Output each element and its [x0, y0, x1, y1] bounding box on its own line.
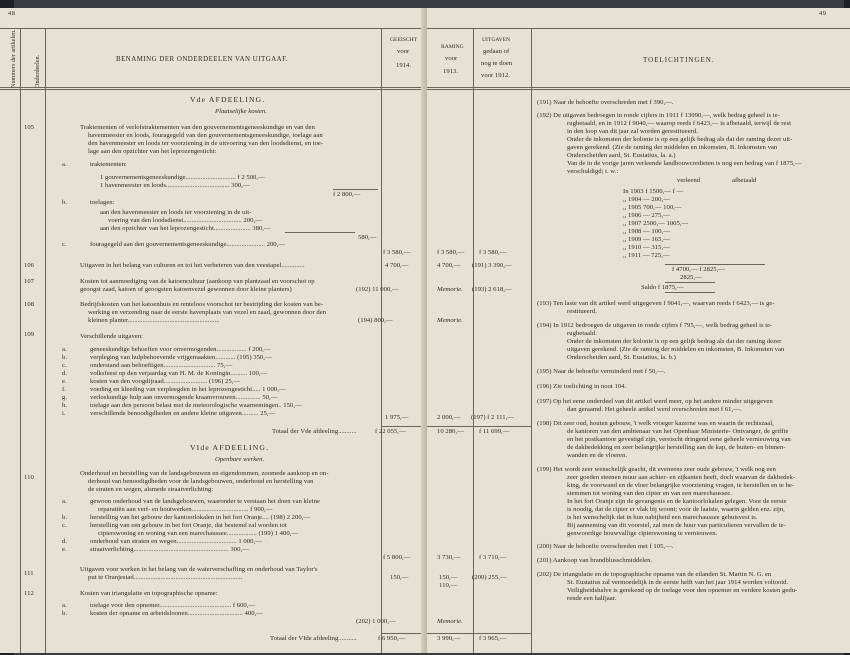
right-lines-text: 10 280,—: [437, 428, 464, 435]
right-lines-text: in den loop van dit jaar zal worden gerestitueerd.: [567, 128, 698, 135]
right-lines-text: rende een halfjaar.: [567, 595, 617, 602]
right-lines-text: f 3 580,—: [479, 249, 507, 256]
left-lines-text: Kosten tot aanmoediging van de katoencultuur (aankoop van plantzaad en voorschot op: [80, 278, 315, 285]
right-lines-text: Bij aanneming van dit voorstel, zal men de huur van particulieren vervallen de te-: [567, 522, 786, 529]
left-lines-text: Openbare werken.: [215, 456, 265, 463]
left-lines-text: 112: [24, 590, 34, 597]
right-lines-text: Onderscheiden aard, St. Eustatius, la. a.): [567, 152, 676, 159]
left-lines-text: e.: [62, 546, 67, 553]
left-lines-text: gewoon onderhoud van de landsgebouwen, waaronder te verstaan het doen van kleine: [90, 498, 320, 505]
left-lines-text: 111: [24, 570, 34, 577]
right-lines-text: Onderscheiden aard, St. Eustatius, la. b.): [567, 354, 676, 361]
left-lines-text: 109: [24, 331, 35, 338]
right-lines-text: f 3 710,—: [479, 554, 507, 561]
left-lines-text: d.: [62, 370, 68, 377]
sum-rule-right-vi: [427, 633, 531, 634]
left-lines-text: Totaal der VIde afdeeling...........: [270, 635, 357, 642]
left-lines-text: de straten en wegen, alsmede straatverlichting:: [88, 486, 214, 493]
right-lines-text: ,, 1904 — 200,—: [623, 196, 670, 203]
right-page-number: 49: [819, 10, 827, 17]
header-estimate-1: RAMING: [441, 44, 464, 50]
left-lines-text: 108: [24, 301, 35, 308]
right-lines-text: Memorie.: [437, 286, 463, 293]
left-lines-text: c.: [62, 362, 67, 369]
left-lines-text: b.: [62, 514, 68, 521]
left-lines-text: toelagen:: [90, 199, 115, 206]
col-rule-1: [20, 28, 21, 653]
right-lines-text: en het postkantoor gevestigd zijn, vereischt dringend eene geheele vernieuwing van: [567, 436, 791, 443]
right-lines-text: (197) f 2 111,—: [471, 414, 514, 421]
left-lines-text: toelage aan den persoon belast met de meteorologische waarnemingen.. 150,—: [90, 402, 302, 409]
header-notes: TOELICHTINGEN.: [643, 56, 715, 64]
right-lines-text: (197) Op het eene onderdeel van dit artikel werd meer, op het andere minder uitgegeven: [537, 398, 773, 405]
right-lines-text: (194) In 1912 bedroegen de uitgaven in ronde cijfers f 795,—, welk bedrag geheel is te-: [537, 322, 773, 329]
header-estimate-2: voor: [445, 55, 458, 62]
left-lines-text: geneeskundige behoeften voor onvermogenden.................. f 200,—: [90, 346, 271, 353]
right-lines-text: ,, 1910 — 315,—: [623, 244, 670, 251]
left-lines-text: herstelling van een gebouw in het fort Oranje, dat bestemd zal worden tot: [90, 522, 287, 529]
left-lines-text: 4 700,—: [385, 262, 409, 269]
right-lines-text: wanden en de vloeren.: [567, 452, 628, 459]
rule-header-right-2: [427, 89, 850, 90]
rule-header: [0, 87, 427, 88]
left-lines-text: Vde AFDEELING.: [190, 95, 266, 104]
right-lines-text: is het wenschelijk dat in hun nabijheid een marechaussee gehuisvest is.: [567, 514, 758, 521]
left-lines-text: i.: [62, 410, 66, 417]
right-lines-text: restitueerd.: [567, 308, 597, 315]
left-lines-text: derhoud van benoodigdheden voor de landsgebouwen, onderhoud en herstelling van: [88, 478, 314, 485]
right-lines-text: 2825,—: [680, 274, 702, 281]
right-lines-text: 3 730,—: [437, 554, 461, 561]
left-lines-text: kleinen planter.......................................................: [88, 317, 220, 324]
left-lines-text: Totaal der Vde afdeeling...........: [272, 428, 357, 435]
left-lines-text: lage aan den opzichter van het leprozengesticht:: [88, 148, 217, 155]
left-lines-text: kosten van den voogdijraad.......................... (196) 25,—: [90, 378, 241, 385]
right-lines-text: 110,—: [439, 582, 458, 589]
left-lines-text: Onderhoud en herstelling van de landsgebouwen en eigendommen, zoomede aankoop en on-: [80, 470, 329, 477]
left-lines-text: b.: [62, 199, 68, 206]
left-lines-text: aan den havenmeester en loods ter voorziening in de uit-: [100, 209, 252, 216]
right-lines-text: (193) 2 618,—: [472, 286, 512, 293]
right-lines-text: (199) Het wordt zeer wenschelijk geacht, dit eveneens zeer oude gebouw, 't welk nog een: [537, 466, 776, 473]
right-lines-text: In het fort Oranje zijn de gevangenis en de kantoorlokalen gelegen. Voor de eerste: [567, 498, 787, 505]
right-lines-text: verschuldigd; t. w.:: [567, 168, 619, 175]
left-lines-text: verloskundige hulp aan onvermogende kraamvrouwen............... 50,—: [90, 394, 278, 401]
right-lines-text: f 3 965,—: [479, 635, 507, 642]
right-lines-text: 150,—: [439, 574, 458, 581]
right-lines-text: Memorie.: [437, 317, 463, 324]
right-lines-text: Veiligheidshalve is gerekend op de toelage voor den opnemer en verdere kosten gedu-: [567, 587, 798, 594]
left-lines-text: h.: [62, 402, 68, 409]
left-lines-text: Bedrijfskosten van het katoenhuis en renteloos voorschot ter bestrijding der kosten van be-: [80, 301, 323, 308]
header-granted-1: GEEISCHT: [390, 37, 418, 43]
left-lines-text: f 2 800,—: [333, 191, 361, 198]
header-expenditure-3: nog te doen: [481, 60, 513, 67]
right-lines-text: f 3 580,—: [437, 249, 465, 256]
left-lines-text: onderstand aan behoeftigen............................... 75,—: [90, 362, 233, 369]
right-lines-text: afbetaald: [732, 177, 757, 184]
left-lines-text: verpleging van hulpbehoevende vrijgemaakten............ (195) 350,—: [90, 354, 272, 361]
col-rule-3: [381, 28, 382, 653]
rule-top-right: [427, 28, 850, 29]
header-granted-3: 1914.: [396, 62, 412, 69]
left-lines-text: b.: [62, 610, 68, 617]
right-lines-text: Onder de inkomsten der kolonie is op een gelijk bedrag als dat der raming dezer uit-: [567, 136, 793, 143]
left-lines-text: 150,—: [390, 574, 409, 581]
right-lines-text: (201) Aankoop van brandblusschmiddelen.: [537, 557, 653, 564]
right-lines-text: rugbetaald.: [567, 330, 597, 337]
col-rule-5: [531, 28, 532, 653]
header-expenditure-1: UITGAVEN: [482, 37, 511, 43]
left-lines-text: (194) 800,—: [358, 317, 393, 324]
right-lines-text: de dakbedekking en zeer belangrijke herstelling aan de kap, de buiten- en binnen-: [567, 444, 786, 451]
right-lines-text: f 4700,— f 2825,—: [672, 266, 725, 273]
right-lines-text: (193) Ten laste van dit artikel werd uitgegeven f 9041,—, waarvan reeds f 6423,— is ge-: [537, 300, 775, 307]
right-lines-text: de kantoren van den ambtenaar van het Openbaar Ministerie- Ontvanger, de griffie: [567, 428, 789, 435]
left-lines-text: 580,—: [358, 234, 377, 241]
left-lines-text: f.: [62, 386, 66, 393]
left-lines-text: den havenmeester en loods ter voorziening in de uitvoering van den loodsdienst, en toe-: [88, 140, 324, 147]
sum-rule-right-v: [427, 426, 531, 427]
left-lines-text: 105: [24, 124, 35, 131]
left-lines-text: havenmeester en loods, fouragegeld van den gouvernementsgeneeskundige, toelage aan: [88, 132, 323, 139]
left-lines-text: c.: [62, 241, 67, 248]
credit-rule-1: [665, 264, 765, 265]
right-lines-text: 4 700,—: [437, 262, 461, 269]
left-lines-text: f 3 580,—: [383, 249, 411, 256]
left-lines-text: a.: [62, 161, 67, 168]
right-lines-text: (196) Zie toelichting in noot 104.: [537, 383, 627, 390]
header-name: BENAMING DER ONDERDEELEN VAN UITGAAF.: [116, 56, 289, 63]
right-lines-text: king, de voorwand en de vloer belangrijke voorziening vragen, te herstellen en te be-: [567, 482, 795, 489]
header-expenditure-2: gedaan of: [483, 48, 510, 55]
right-lines-text: ,, 1909 — 165,—: [623, 236, 670, 243]
left-lines-text: kosten der opname en arbeidsloonen................................. 400,—: [90, 610, 263, 617]
header-granted-2: voor: [397, 48, 410, 55]
right-lines-text: f 11 699,—: [479, 428, 510, 435]
left-page: [0, 8, 427, 653]
credit-rule-3: [665, 292, 715, 293]
rule-top: [0, 28, 427, 29]
header-articles: Nummers der artikelen.: [10, 29, 17, 88]
right-lines-text: (202) De triangulatie en de topographische opname van de eilanden St. Martin N. G. en: [537, 571, 772, 578]
left-lines-text: voeding en kleeding van verpleegden in het leprozengesticht..... 1 000,—: [90, 386, 286, 393]
left-lines-text: aan den opzichter van het leprozengesticht...................... 380,—: [100, 225, 271, 232]
left-page-number: 48: [8, 10, 16, 17]
right-lines-text: (198) Dit zeer oud, houten gebouw, 't welk vroeger kazerne was en waarin de rechtszaal,: [537, 420, 774, 427]
left-lines-text: d.: [62, 538, 68, 545]
sum-rule-b: [285, 232, 355, 233]
left-lines-text: (192) 11 000,—: [356, 286, 399, 293]
left-lines-text: Uitgaven in het belang van culturen en tot het verbeteren van den veestapel..............: [80, 262, 305, 269]
left-lines-text: 110: [24, 474, 34, 481]
right-lines-text: uitgaven gerekend. (Zie de raming der middelen en inkomsten, B. Inkomsten van: [567, 346, 785, 353]
header-estimate-3: 1913.: [443, 68, 459, 75]
left-lines-text: f 22 055,—: [375, 428, 406, 435]
left-lines-text: 1 gouvernementsgeneeskundige.............................. f 2 500,—: [100, 174, 265, 181]
right-lines-text: Saldo f 1875,—: [641, 284, 684, 291]
left-lines-text: f 5 800,—: [383, 554, 411, 561]
left-lines-text: a.: [62, 602, 67, 609]
right-lines-text: (195) Naar de behoefte verminderd met f 50,—.: [537, 368, 666, 375]
left-lines-text: 1 975,—: [385, 414, 409, 421]
right-lines-text: (200) 255,—: [472, 574, 507, 581]
left-lines-text: f 6 950,—: [378, 635, 406, 642]
rule-header-right: [427, 87, 850, 88]
left-lines-text: Traktementen of verlofstraktementen van den gouvernementsgeneeskundige en van den: [80, 124, 315, 131]
right-lines-text: Onder de inkomsten der kolonie is op een gelijk bedrag als dat der raming dezer: [567, 338, 782, 345]
col-rule-4: [473, 28, 474, 653]
left-lines-text: g.: [62, 394, 68, 401]
right-lines-text: (192) De uitgaven bedroegen in ronde cijfers in 1911 f 13090,—, welk bedrag geheel is te-: [537, 112, 780, 119]
left-lines-text: b.: [62, 354, 68, 361]
left-lines-text: 106: [24, 262, 35, 269]
right-lines-text: ,, 1907 2500,— 1005,—: [623, 220, 689, 227]
right-lines-text: ,, 1908 — 100,—: [623, 228, 670, 235]
right-lines-text: stemmen tot woning van den cipier en van een marechaussee.: [567, 490, 732, 497]
left-lines-text: toelage voor den opnemer........................................... f 600,—: [90, 602, 256, 609]
left-lines-text: onderhoud van straten en wegen.................................... 1 000,—: [90, 538, 262, 545]
sum-rule-a: [333, 189, 378, 190]
right-lines-text: In 1903 f 1500,— f —: [623, 188, 684, 195]
right-lines-text: Van de in de vorige jaren verleende landbouwcredieten is nog een bedrag van f 1875,—: [567, 160, 802, 167]
header-expenditure-4: voor 1912.: [481, 72, 510, 79]
right-page: [427, 8, 850, 653]
left-lines-text: straatverlichting......................................................... 300,—: [90, 546, 249, 553]
right-lines-text: St. Eustatius zal vermoedelijk in de eerste helft van het jaar 1914 worden voltooid.: [567, 579, 789, 586]
right-lines-text: ,, 1911 — 725,—: [623, 252, 670, 259]
left-lines-text: reparatiën aan verf- en houtwerken.................................. f 900,—: [98, 506, 273, 513]
left-lines-text: VIde AFDEELING.: [190, 443, 270, 452]
right-lines-text: dan geraamd. Het geheele artikel werd overschreden met f 61,—.: [567, 406, 742, 413]
right-lines-text: (191) Naar de behoefte overschreden met f 390,—.: [537, 99, 674, 106]
left-lines-text: 1 havenmeester en loods...................................... 300,—: [100, 182, 250, 189]
right-lines-text: Memorie.: [437, 618, 463, 625]
left-lines-text: cipierswoning en woning van een marechaussee.................. (199) 1 400,—: [98, 530, 299, 537]
header-subdivisions: Onderdeelen.: [34, 54, 41, 88]
right-lines-text: ,, 1906 — 275,—: [623, 212, 670, 219]
left-lines-text: Verschillende uitgaven:: [80, 333, 143, 340]
left-lines-text: verschillende benoodigdheden en andere kleine uitgaven.......... 25,—: [90, 410, 276, 417]
left-lines-text: (202) 1 000,—: [356, 618, 396, 625]
col-rule-2: [45, 28, 46, 653]
right-lines-text: zeer goeden steenen muur aan achter- en zijkanten heeft, doch waarvan de dakbedek-: [567, 474, 796, 481]
left-lines-text: herstelling van het gebouw der kantoorlokalen in het fort Oranje.... (198) 2 200,—: [90, 514, 311, 521]
right-lines-text: 2 000,—: [437, 414, 461, 421]
right-lines-text: genwoordige bouwvallige cipierswoning te vernieuwen.: [567, 530, 718, 537]
left-lines-text: a.: [62, 346, 67, 353]
left-lines-text: fouragegeld aan den gouvernementsgeneeskundige....................... 200,—: [90, 241, 285, 248]
rule-header-2: [0, 89, 427, 90]
left-lines-text: put te Oranjestad.................................................................: [88, 574, 243, 581]
right-lines-text: rugbetaald, en in 1912 f 9040,— waarop reeds f 6423,— is afbetaald, terwijl de rest: [567, 120, 791, 127]
left-lines-text: c.: [62, 522, 67, 529]
left-lines-text: Kosten van triangulatie en topographische opname:: [80, 590, 218, 597]
right-lines-text: ,, 1905 700,— 100,—: [623, 204, 682, 211]
left-lines-text: werking en verzending naar de eerste havenplaats van vezel en zaad, gewonnen door den: [88, 309, 327, 316]
left-lines-text: 107: [24, 278, 35, 285]
right-lines-text: verleend: [677, 177, 701, 184]
credit-rule-2: [665, 282, 715, 283]
right-lines-text: (191) 3 390,—: [472, 262, 512, 269]
left-lines-text: volksfeest op den verjaardag van H. M. de Koningin.......... 100,—: [90, 370, 268, 377]
right-lines-text: is noodig, dat de cipier er vlak bij woont; voor de laatste, waarin gelden enz. zijn,: [567, 506, 785, 513]
left-lines-text: Plaatselijke kosten.: [215, 108, 267, 115]
left-lines-text: e.: [62, 378, 67, 385]
right-lines-text: 3 990,—: [437, 635, 461, 642]
right-lines-text: gaven gerekend. (Zie de raming der middelen en inkomsten, B. Inkomsten van: [567, 144, 778, 151]
left-lines-text: Uitgaven voor werken in het belang van de waterverschaffing en onderhoud van Taylor's: [80, 566, 318, 573]
left-lines-text: a.: [62, 498, 67, 505]
left-lines-text: traktementen:: [90, 161, 127, 168]
left-lines-text: voering van den loodsdienst................................... 200,—: [108, 217, 262, 224]
left-lines-text: geoogst zaad, katoen of geoogsten katoenvezel gewonnen door kleine planters): [80, 286, 292, 293]
right-lines-text: (200) Naar de behoefte overschreden met f 105,—.: [537, 543, 674, 550]
